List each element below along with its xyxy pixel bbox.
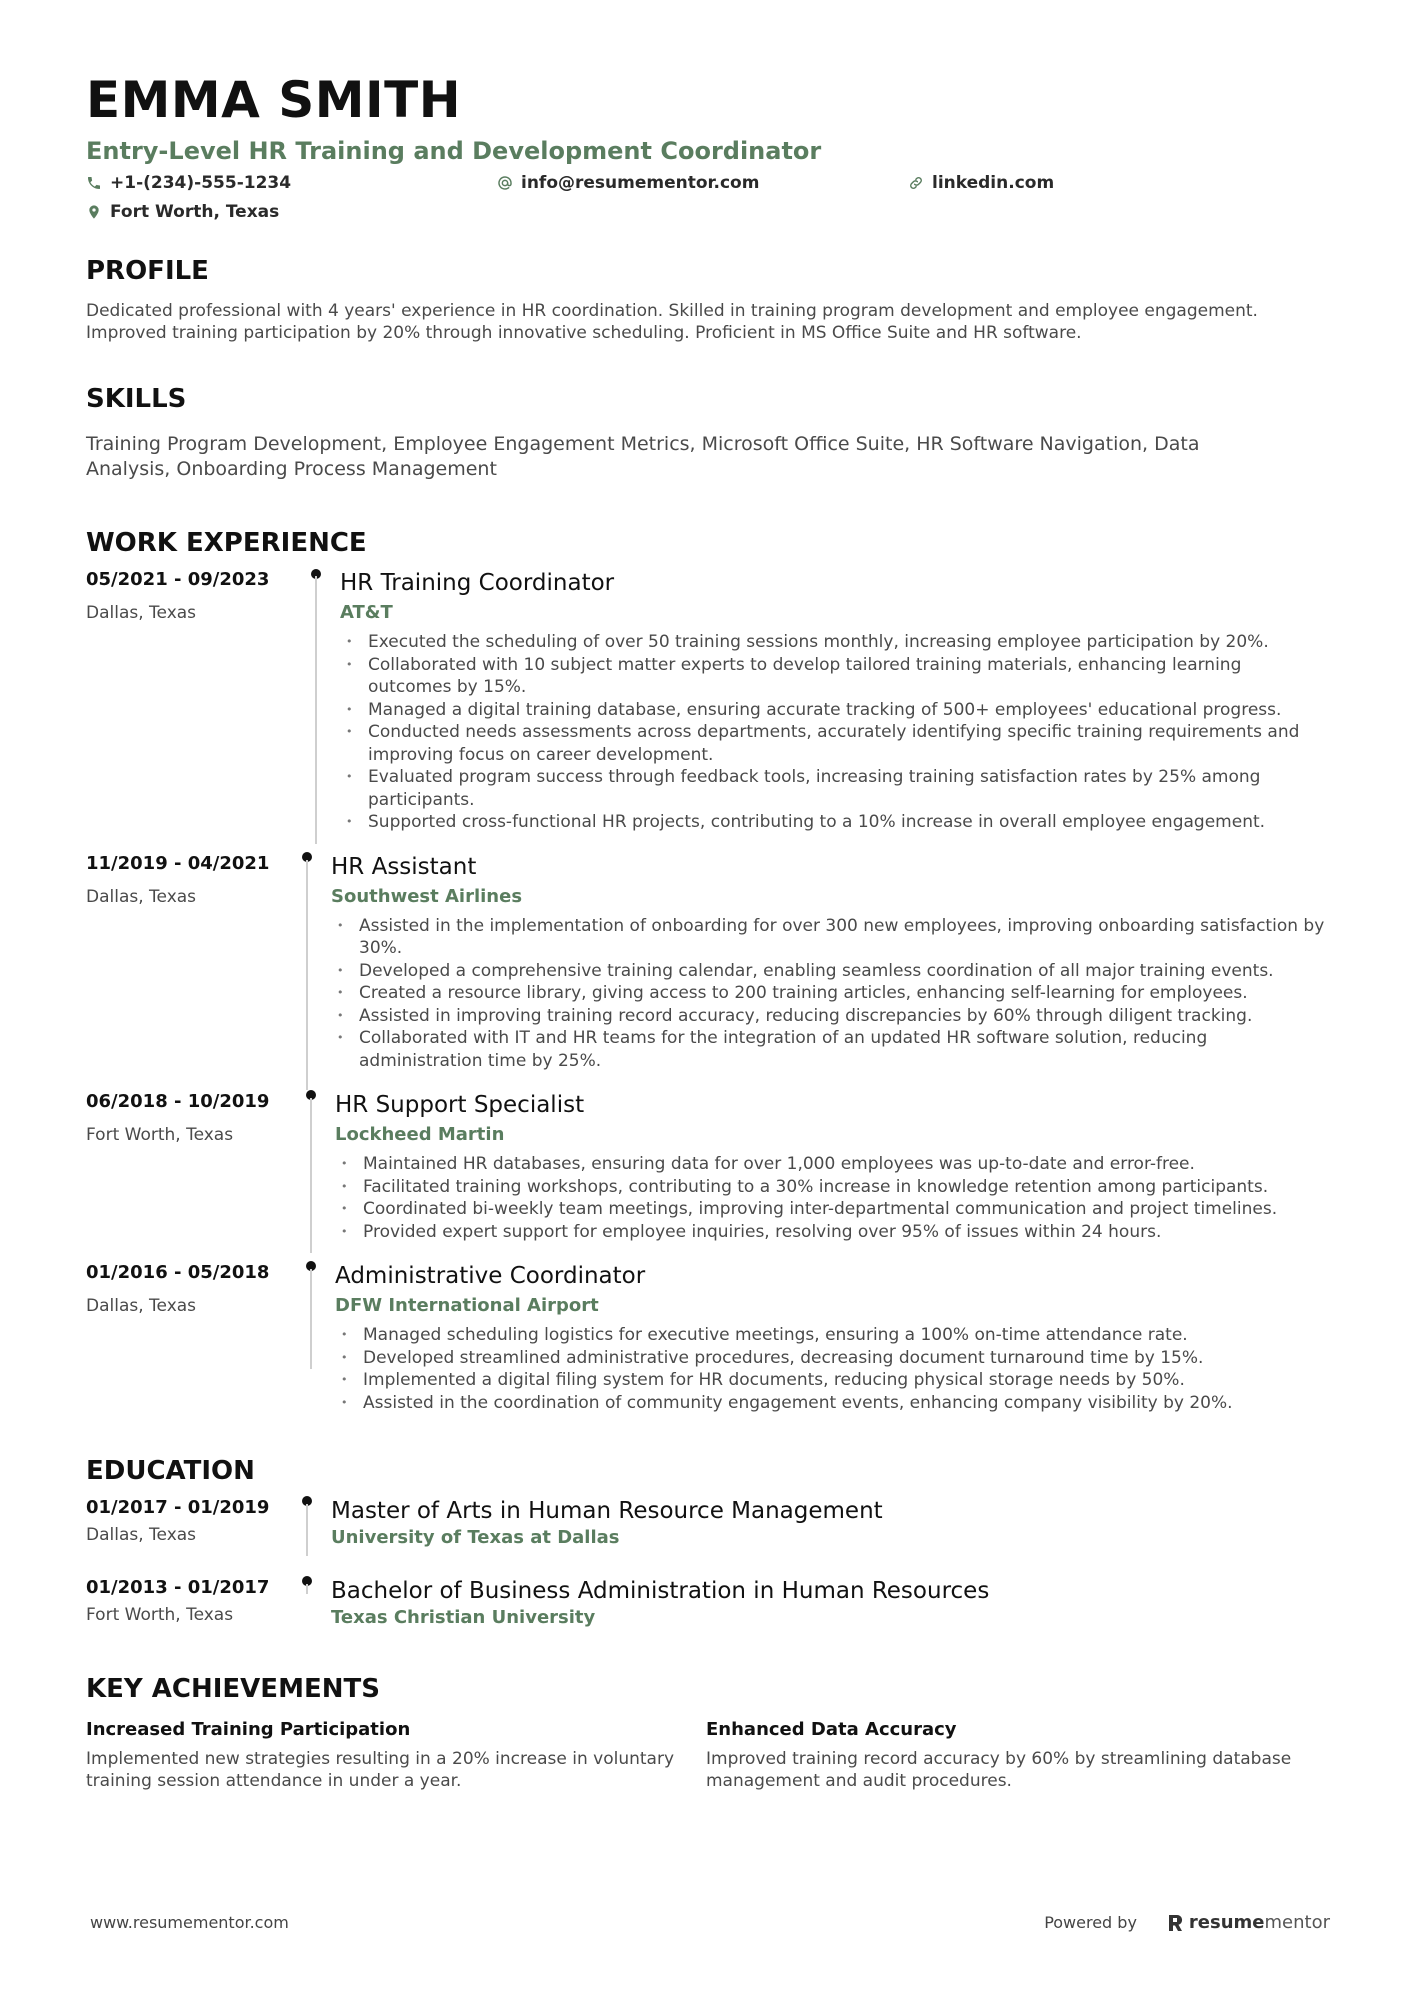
job-meta xyxy=(86,1090,316,1243)
job-company: DFW International Airport xyxy=(335,1295,599,1316)
bullet-item: • Coordinated bi-weekly team meetings, improving inter-departmental communication and project timelines. xyxy=(335,1198,1326,1221)
education-meta xyxy=(86,1496,316,1550)
bullet-item: • Assisted in the implementation of onboarding for over 300 new employees, improving onboarding satisfaction by 30%. xyxy=(331,915,1326,960)
timeline-marker xyxy=(299,568,340,834)
bullet-item: • Managed a digital training database, ensuring accurate tracking of 500+ employees' educational progress. xyxy=(340,699,1326,722)
job-role: HR Training Coordinator xyxy=(340,570,615,596)
job-details xyxy=(331,852,1326,1073)
timeline-marker xyxy=(299,1261,335,1414)
resume-page xyxy=(86,70,1326,1792)
job-dates: 01/2016 - 05/2018 xyxy=(86,1262,270,1283)
achievements-section xyxy=(86,1672,1326,1792)
education-details xyxy=(331,1496,1326,1550)
bullet-item: • Collaborated with 10 subject matter experts to develop tailored training materials, enhancing learning outcomes by 15%. xyxy=(340,654,1326,699)
job-dates: 06/2018 - 10/2019 xyxy=(86,1091,270,1112)
timeline-marker xyxy=(299,1090,335,1243)
profile-text: Dedicated professional with 4 years' experience in HR coordination. Skilled in training program development and employee engagement. Improved training participation by 20% through innovative scheduling. Proficient in MS Office Suite and HR software. xyxy=(86,301,1258,343)
job-meta xyxy=(86,852,316,1073)
education-entry xyxy=(86,1496,1326,1550)
powered-by xyxy=(1044,1912,1330,1933)
job-role: HR Assistant xyxy=(331,853,477,880)
job-dates: 11/2019 - 04/2021 xyxy=(86,852,270,874)
bullet-item: • Facilitated training workshops, contributing to a 30% increase in knowledge retention among participants. xyxy=(335,1176,1326,1199)
achievement-text: Implemented new strategies resulting in a 20% increase in voluntary training session attendance in under a year. xyxy=(86,1749,675,1791)
education-dates: 01/2017 - 01/2019 xyxy=(86,1497,270,1518)
location-text: Fort Worth, Texas xyxy=(110,201,280,222)
contact-row-1 xyxy=(86,170,1326,195)
experience-heading: WORK EXPERIENCE xyxy=(86,528,367,558)
timeline-line xyxy=(310,1269,312,1369)
job-location: Dallas, Texas xyxy=(86,886,197,907)
job-role: HR Support Specialist xyxy=(335,1092,585,1118)
brand-bold: resume xyxy=(1188,1912,1265,1933)
bullet-item: • Managed scheduling logistics for executive meetings, ensuring a 100% on-time attendance rate. xyxy=(335,1324,1326,1347)
achievements-grid xyxy=(86,1718,1326,1792)
phone-text: +1-(234)-555-1234 xyxy=(110,172,292,193)
job-company: AT&T xyxy=(340,602,393,623)
bullet-item: • Developed streamlined administrative procedures, decreasing document turnaround time by 15%. xyxy=(335,1347,1326,1370)
footer-website[interactable]: www.resumementor.com xyxy=(90,1913,289,1932)
candidate-title: Entry-Level HR Training and Development Coordinator xyxy=(86,137,822,165)
timeline-marker xyxy=(299,1576,331,1630)
job-location: Dallas, Texas xyxy=(86,603,197,623)
job-dates: 05/2021 - 09/2023 xyxy=(86,569,270,590)
job-details xyxy=(335,1090,1326,1243)
achievement-title: Enhanced Data Accuracy xyxy=(706,1719,957,1740)
education-location: Dallas, Texas xyxy=(86,1525,197,1545)
contact-phone[interactable] xyxy=(86,173,497,193)
job-bullets xyxy=(335,1153,1326,1243)
job-location: Dallas, Texas xyxy=(86,1296,197,1316)
education-degree: Master of Arts in Human Resource Management xyxy=(331,1498,883,1524)
bullet-item: • Provided expert support for employee inquiries, resolving over 95% of issues within 24 hours. xyxy=(335,1221,1326,1244)
link-icon xyxy=(908,175,924,191)
contact-row-2 xyxy=(86,199,1326,224)
job-bullets xyxy=(335,1324,1326,1414)
bullet-item: • Assisted in improving training record accuracy, reducing discrepancies by 60% through diligent tracking. xyxy=(331,1005,1326,1028)
education-meta xyxy=(86,1576,316,1630)
job-bullets xyxy=(340,631,1326,834)
job-location: Fort Worth, Texas xyxy=(86,1125,234,1145)
brand-light: mentor xyxy=(1264,1912,1330,1933)
timeline-line xyxy=(315,576,317,844)
email-text: info@resumementor.com xyxy=(521,172,760,193)
education-section xyxy=(86,1454,1326,1630)
education-entry xyxy=(86,1576,1326,1630)
job-entry xyxy=(86,1090,1326,1243)
timeline-marker xyxy=(299,852,331,1073)
job-details xyxy=(335,1261,1326,1414)
job-company: Lockheed Martin xyxy=(335,1124,505,1145)
job-bullets xyxy=(331,915,1326,1073)
brand-logo[interactable] xyxy=(1167,1912,1330,1933)
education-school: University of Texas at Dallas xyxy=(331,1527,620,1548)
bullet-item: • Created a resource library, giving access to 200 training articles, enhancing self-learning for employees. xyxy=(331,982,1326,1005)
bullet-item: • Collaborated with IT and HR teams for the integration of an updated HR software solution, reducing administration time by 25%. xyxy=(331,1027,1326,1072)
bullet-item: • Developed a comprehensive training calendar, enabling seamless coordination of all major training events. xyxy=(331,960,1326,983)
phone-icon xyxy=(86,175,102,191)
achievements-heading: KEY ACHIEVEMENTS xyxy=(86,1674,380,1704)
bullet-item: • Maintained HR databases, ensuring data for over 1,000 employees was up-to-date and error-free. xyxy=(335,1153,1326,1176)
education-location: Fort Worth, Texas xyxy=(86,1605,234,1625)
linkedin-text: linkedin.com xyxy=(932,172,1055,193)
bullet-item: • Executed the scheduling of over 50 training sessions monthly, increasing employee participation by 20%. xyxy=(340,631,1326,654)
resume-header xyxy=(86,70,1326,224)
skills-section xyxy=(86,382,1326,482)
profile-section xyxy=(86,254,1326,344)
skills-heading: SKILLS xyxy=(86,384,187,414)
education-school: Texas Christian University xyxy=(331,1607,596,1628)
job-meta xyxy=(86,1261,316,1414)
job-company: Southwest Airlines xyxy=(331,885,523,907)
contact-email[interactable] xyxy=(497,173,908,193)
map-pin-icon xyxy=(86,204,102,220)
powered-by-label: Powered by xyxy=(1044,1913,1137,1932)
achievement-text: Improved training record accuracy by 60% by streamlining database management and audit procedures. xyxy=(706,1749,1292,1791)
education-degree: Bachelor of Business Administration in Human Resources xyxy=(331,1578,990,1604)
contact-location xyxy=(86,202,279,222)
timeline-line xyxy=(310,1098,312,1253)
contact-linkedin[interactable] xyxy=(908,173,1054,193)
job-entry xyxy=(86,852,1326,1073)
education-dates: 01/2013 - 01/2017 xyxy=(86,1577,270,1598)
achievement-title: Increased Training Participation xyxy=(86,1719,411,1740)
timeline-marker xyxy=(299,1496,331,1550)
job-details xyxy=(340,568,1326,834)
achievement-item xyxy=(86,1718,706,1792)
at-icon xyxy=(497,175,513,191)
bullet-item: • Implemented a digital filing system for HR documents, reducing physical storage needs by 50%. xyxy=(335,1369,1326,1392)
bullet-item: • Supported cross-functional HR projects, contributing to a 10% increase in overall employee engagement. xyxy=(340,811,1326,834)
page-footer xyxy=(90,1912,1330,1933)
profile-heading: PROFILE xyxy=(86,256,209,286)
job-entry xyxy=(86,568,1326,834)
experience-section xyxy=(86,526,1326,1414)
job-entry xyxy=(86,1261,1326,1414)
bullet-item: • Conducted needs assessments across departments, accurately identifying specific training requirements and improving focus on career development. xyxy=(340,721,1326,766)
job-meta xyxy=(86,568,316,834)
education-heading: EDUCATION xyxy=(86,1456,255,1486)
job-role: Administrative Coordinator xyxy=(335,1263,646,1289)
bullet-item: • Evaluated program success through feedback tools, increasing training satisfaction rates by 25% among participants. xyxy=(340,766,1326,811)
education-details xyxy=(331,1576,1326,1630)
resumementor-logo-icon xyxy=(1167,1914,1183,1932)
bullet-item: • Assisted in the coordination of community engagement events, enhancing company visibility by 20%. xyxy=(335,1392,1326,1415)
timeline-line xyxy=(306,1584,308,1594)
candidate-name: EMMA SMITH xyxy=(86,71,462,129)
timeline-line xyxy=(306,860,308,1090)
skills-text: Training Program Development, Employee Engagement Metrics, Microsoft Office Suite, HR Software Navigation, Data Analysis, Onboarding Process Management xyxy=(86,433,1200,480)
timeline-line xyxy=(306,1504,308,1556)
achievement-item xyxy=(706,1718,1326,1792)
